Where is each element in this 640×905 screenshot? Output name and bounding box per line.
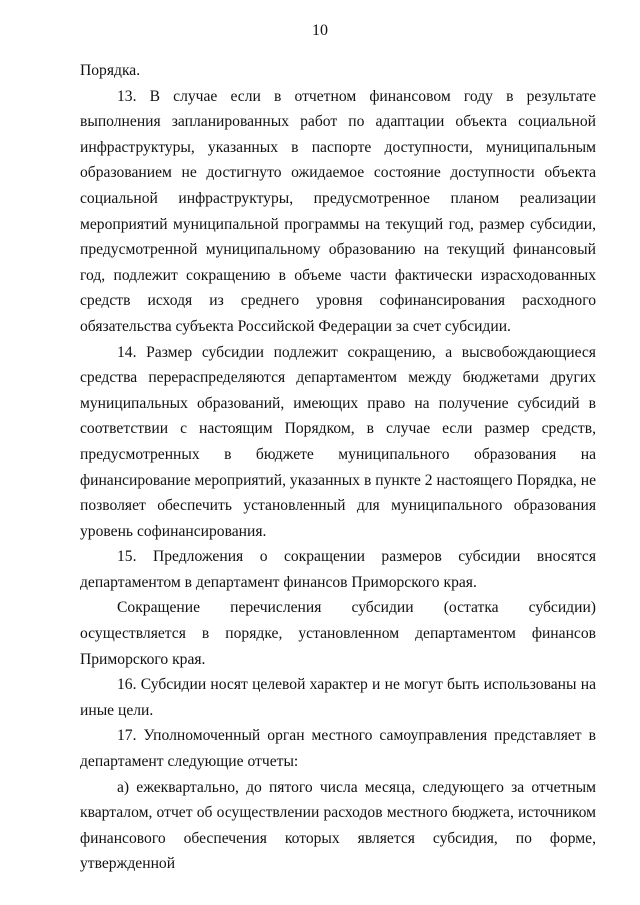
paragraph-17-a: а) ежеквартально, до пятого числа месяца, следующего за отчетным кварталом, отчет об осуществлении расходов местного бюджета, источником финансового обеспечения которых является субсидия, по форме, утвержденной (80, 778, 596, 873)
paragraph-13: 13. В случае если в отчетном финансовом году в результате выполнения запланированных работ по адаптации объекта социальной инфраструктуры, указанных в паспорте доступности, муниципальным образованием не достигнуто ожидаемое состояние доступности объекта социальной инфраструктуры, предусмотренное планом реализации мероприятий муниципальной программы на текущий год, размер субсидии, предусмотренной муниципальному образованию на текущий финансовый год, подлежит сокращению в объеме части фактически израсходованных средств исходя из среднего уровня софинансирования расходного обязательства субъекта Российской Федерации за счет субсидии. (80, 87, 596, 335)
paragraph-15-continued: Сокращение перечисления субсидии (остатка субсидии) осуществляется в порядке, установленном департаментом финансов Приморского края. (80, 599, 596, 668)
paragraph-16: 16. Субсидии носят целевой характер и не могут быть использованы на иные цели. (80, 676, 596, 719)
paragraph-15: 15. Предложения о сокращении размеров субсидии вносятся департаментом в департамент финансов Приморского края. (80, 548, 596, 591)
paragraph-14: 14. Размер субсидии подлежит сокращению, а высвобождающиеся средства перераспределяются департаментом между бюджетами других муниципальных образований, имеющих право на получение субсидий в соответствии с настоящим Порядком, в случае если размер средств, предусмотренных в бюджете муниципального образования на финансирование мероприятий, указанных в пункте 2 настоящего Порядка, не позволяет обеспечить установленный для муниципального образования уровень софинансирования. (80, 343, 596, 540)
paragraph-17: 17. Уполномоченный орган местного самоуправления представляет в департамент следующие отчеты: (80, 727, 596, 771)
page-number: 10 (312, 22, 328, 39)
document-body (80, 58, 596, 877)
paragraph-continuation: Порядка. (80, 62, 141, 79)
